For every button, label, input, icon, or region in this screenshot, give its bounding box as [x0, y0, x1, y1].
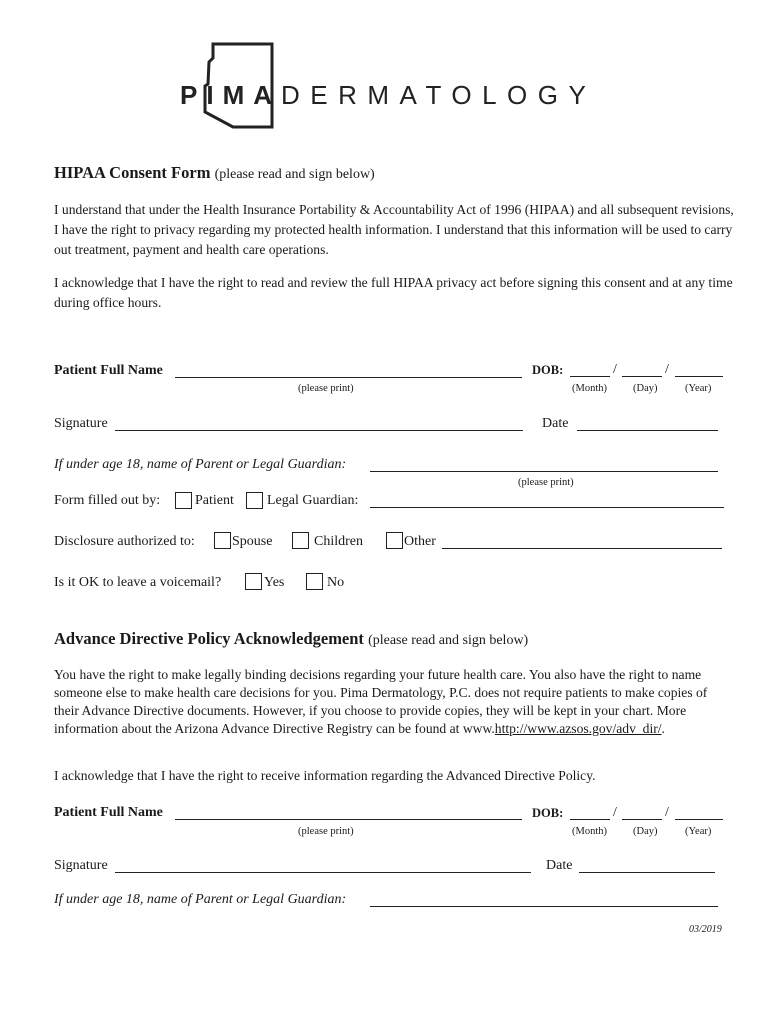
- hipaa-title-text: HIPAA Consent Form: [54, 163, 211, 182]
- date-label: Date: [542, 416, 569, 431]
- voicemail-yes-checkbox[interactable]: [245, 573, 262, 590]
- advance-paragraph-2: I acknowledge that I have the right to receive information regarding the Advanced Directive Policy.: [54, 768, 596, 783]
- adv-guardian-name-field[interactable]: [370, 906, 718, 907]
- advance-title: [54, 629, 528, 649]
- dob-year-field[interactable]: [675, 376, 723, 377]
- voicemail-label: Is it OK to leave a voicemail?: [54, 575, 222, 590]
- disclosure-children-label: Children: [314, 534, 363, 549]
- year-note: (Year): [685, 383, 712, 394]
- adv-day-note: (Day): [633, 826, 658, 837]
- brand-bold: PIMA: [180, 80, 281, 110]
- adv-signature-field[interactable]: [115, 872, 531, 873]
- adv-date-field[interactable]: [579, 872, 715, 873]
- advance-paragraph-end: .: [661, 721, 665, 736]
- disclosure-other-label: Other: [404, 534, 436, 549]
- disclosure-spouse-label: Spouse: [232, 534, 273, 549]
- adv-dob-sep: /: [613, 805, 617, 820]
- adv-dob-sep: /: [665, 805, 669, 820]
- dob-sep: /: [613, 362, 617, 377]
- advance-title-text: Advance Directive Policy Acknowledgement: [54, 629, 364, 648]
- filled-patient-label: Patient: [195, 493, 234, 508]
- adv-month-note: (Month): [572, 826, 607, 837]
- adv-dob-month-field[interactable]: [570, 819, 610, 820]
- disclosure-spouse-checkbox[interactable]: [214, 532, 231, 549]
- adv-dob-day-field[interactable]: [622, 819, 662, 820]
- signature-label: Signature: [54, 416, 108, 431]
- adv-guardian-label: If under age 18, name of Parent or Legal Guardian:: [54, 892, 347, 907]
- date-field[interactable]: [577, 430, 718, 431]
- hipaa-title: [54, 163, 375, 183]
- disclosure-label: Disclosure authorized to:: [54, 534, 195, 549]
- guardian-print-note: (please print): [518, 477, 574, 488]
- dob-month-field[interactable]: [570, 376, 610, 377]
- filled-guardian-checkbox[interactable]: [246, 492, 263, 509]
- brand-light: DERMATOLOGY: [281, 80, 597, 110]
- adv-patient-name-label: Patient Full Name: [54, 805, 163, 820]
- month-note: (Month): [572, 383, 607, 394]
- guardian-name-field[interactable]: [370, 471, 718, 472]
- voicemail-no-label: No: [327, 575, 345, 590]
- disclosure-other-checkbox[interactable]: [386, 532, 403, 549]
- filled-guardian-name-field[interactable]: [370, 507, 724, 508]
- guardian-label: If under age 18, name of Parent or Legal Guardian:: [54, 457, 347, 472]
- patient-name-field[interactable]: [175, 377, 522, 378]
- adv-please-print-note: (please print): [298, 826, 354, 837]
- adv-dob-year-field[interactable]: [675, 819, 723, 820]
- adv-date-label: Date: [546, 858, 573, 873]
- patient-name-label: Patient Full Name: [54, 363, 163, 378]
- hipaa-title-note: (please read and sign below): [214, 167, 375, 182]
- adv-signature-label: Signature: [54, 858, 108, 873]
- dob-label: DOB:: [532, 363, 564, 377]
- hipaa-paragraph-1: I understand that under the Health Insurance Portability & Accountability Act of 1996 (HIPAA) and all subsequent revisions, I have the right to privacy regarding my protected health information. I understand that this information will be used to carry out treatment, payment and health care operations.: [54, 202, 734, 257]
- brand-logo-text: [180, 80, 596, 111]
- azsos-link[interactable]: http://www.azsos.gov/adv_dir/: [494, 721, 662, 736]
- advance-paragraph-text: You have the right to make legally binding decisions regarding your future health care. You also have the right to name someone else to make health care decisions for you. Pima Dermatology, P.C. does not require patients to make copies of their Advance Directive documents. However, if you choose to provide copies, they will be kept in your chart. More information about the Arizona Advance Directive Registry can be found at www.: [54, 667, 708, 736]
- filled-patient-checkbox[interactable]: [175, 492, 192, 509]
- advance-paragraph-1: [54, 666, 734, 738]
- adv-patient-name-field[interactable]: [175, 819, 522, 820]
- disclosure-other-field[interactable]: [442, 548, 722, 549]
- filled-by-label: Form filled out by:: [54, 493, 161, 508]
- adv-year-note: (Year): [685, 826, 712, 837]
- voicemail-no-checkbox[interactable]: [306, 573, 323, 590]
- voicemail-yes-label: Yes: [264, 575, 285, 590]
- adv-dob-label: DOB:: [532, 806, 564, 820]
- disclosure-children-checkbox[interactable]: [292, 532, 309, 549]
- please-print-note: (please print): [298, 383, 354, 394]
- form-version: 03/2019: [689, 924, 722, 935]
- signature-field[interactable]: [115, 430, 523, 431]
- hipaa-paragraph-2: I acknowledge that I have the right to read and review the full HIPAA privacy act before signing this consent and at any time during office hours.: [54, 275, 733, 310]
- day-note: (Day): [633, 383, 658, 394]
- dob-sep: /: [665, 362, 669, 377]
- dob-day-field[interactable]: [622, 376, 662, 377]
- advance-title-note: (please read and sign below): [368, 633, 529, 648]
- filled-guardian-label: Legal Guardian:: [267, 493, 359, 508]
